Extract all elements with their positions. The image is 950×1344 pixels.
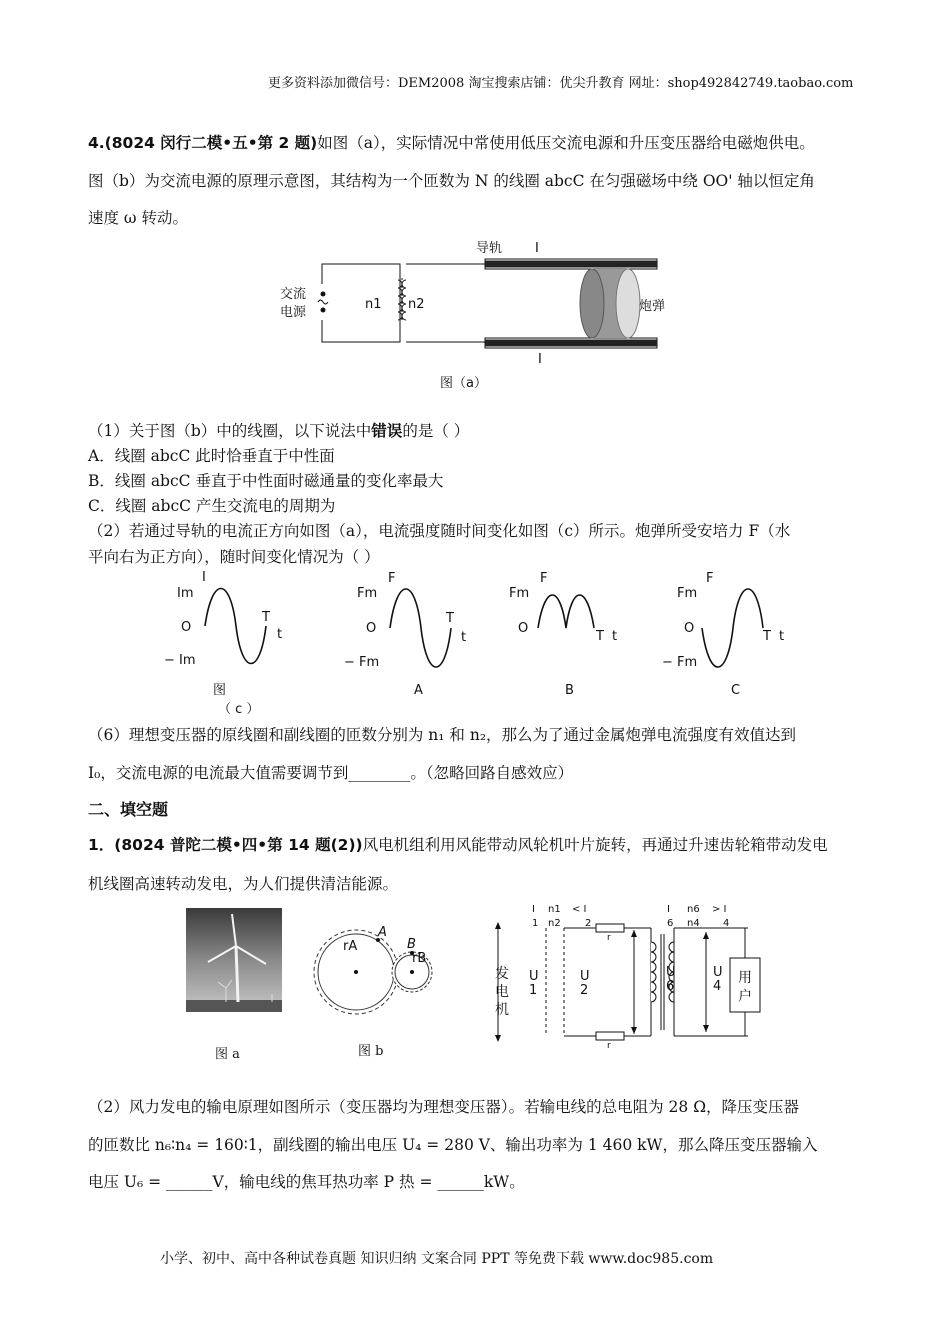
circuit-r-top: r <box>607 933 611 943</box>
circuit-u1-sub: 1 <box>529 983 538 998</box>
circuit-n2: n2 <box>548 918 561 929</box>
graph-b-y-label: F <box>540 571 548 586</box>
graph-c-origin: O <box>181 620 192 635</box>
gear-ra-label: rA <box>343 939 358 954</box>
q4-intro-1: 如图（a），实际情况中常使用低压交流电源和升压变压器给电磁炮供电。 <box>317 134 815 152</box>
circuit-generator-2: 电 <box>495 984 509 1000</box>
q4-sub1-stem-a: （1）关于图（b）中的线圈，以下说法中 <box>88 422 372 440</box>
fig-a-source-label-1: 交流 <box>280 287 307 302</box>
circuit-user-2: 户 <box>738 989 752 1005</box>
fig-a-n2: n2 <box>408 297 425 312</box>
page-footer: 小学、初中、高中各种试卷真题 知识归纳 文案合同 PPT 等免费下载 www.doc985.com <box>160 1251 714 1267</box>
circuit-u4: U <box>713 965 723 980</box>
circuit-n1: n1 <box>548 904 561 915</box>
fig-a-rail-label: 导轨 <box>476 241 503 256</box>
graph-c-min: − Im <box>164 653 196 668</box>
fig-a-current-top: I <box>535 241 539 256</box>
graph-c-y-label: I <box>202 570 206 585</box>
gear-rb-label: rB <box>412 951 427 966</box>
q1-number: 1．(8024 普陀二模•四•第 14 题(2)) <box>88 836 363 854</box>
circuit-i4-sub: 4 <box>723 918 730 929</box>
gears-figure <box>308 920 448 1030</box>
graphs-row <box>150 566 810 716</box>
circuit-lt: < I <box>572 904 587 915</box>
graph-option-c-max: Fm <box>677 586 698 601</box>
circuit-i2-sub: 2 <box>585 918 592 929</box>
graph-c-caption-2: （ c ） <box>218 702 260 716</box>
circuit-i6-sub: 6 <box>667 918 674 929</box>
graph-a-caption: A <box>414 683 423 698</box>
circuit-user-1: 用 <box>738 970 752 986</box>
graph-a-max: Fm <box>357 586 378 601</box>
q1-sub2-line-1: （2）风力发电的输电原理如图所示（变压器均为理想变压器）。若输电线的总电阻为 28 Ω，降压变压器 <box>88 1098 800 1116</box>
graph-option-c-origin: O <box>684 621 695 636</box>
q1-intro-1: 风电机组利用风能带动风轮机叶片旋转，再通过升速齿轮箱带动发电 <box>362 836 828 854</box>
graph-b-period: T <box>596 629 604 644</box>
q4-intro-2: 图（b）为交流电源的原理示意图，其结构为一个匝数为 N 的线圈 abcC 在匀强磁场中绕 OO' 轴以恒定角 <box>88 172 815 190</box>
graph-c-caption: 图 <box>213 683 227 698</box>
q4-sub6-line-2: I₀，交流电源的电流最大值需要调节到________。（忽略回路自感效应） <box>88 764 574 782</box>
graph-option-c-period: T <box>763 629 771 644</box>
graph-c-t: t <box>277 627 283 642</box>
fig-a-projectile-label: 炮弹 <box>639 299 666 314</box>
circuit-i1-sub: 1 <box>532 918 539 929</box>
fig-a-current-bottom: I <box>538 352 542 367</box>
graph-a-min: − Fm <box>344 655 380 670</box>
graph-c-period: T <box>262 610 270 625</box>
q4-sub1-stem-emphasis: 错误 <box>371 422 403 440</box>
wind-turbine-photo <box>186 908 282 1012</box>
page-header: 更多资料添加微信号：DEM2008 淘宝搜索店铺：优尖升教育 网址：shop492842749.taobao.com <box>268 76 854 91</box>
graph-b-t: t <box>612 629 618 644</box>
graph-c-max: Im <box>177 586 194 601</box>
graph-a <box>344 571 466 698</box>
gear-point-a: A <box>378 925 387 940</box>
graph-a-t: t <box>461 630 467 645</box>
graph-option-c <box>662 571 784 698</box>
graph-b-origin: O <box>518 621 529 636</box>
gear-point-b: B <box>407 937 416 952</box>
q4-sub2-line-2: 平向右为正方向），随时间变化情况为（ ） <box>88 548 380 566</box>
q1-sub2-line-3: 电压 U₆ = ______V，输电线的焦耳热功率 P 热 = ______kW。 <box>88 1173 525 1191</box>
graph-a-y-label: F <box>388 571 396 586</box>
circuit-r-bottom: r <box>607 1041 611 1048</box>
graph-b-max: Fm <box>509 586 530 601</box>
graph-b <box>509 571 617 698</box>
circuit-u2-sub: 2 <box>580 983 589 998</box>
q4-intro-3: 速度 ω 转动。 <box>88 209 188 227</box>
circuit-u1: U <box>529 969 539 984</box>
graph-option-c-caption: C <box>731 683 741 698</box>
fig-a-caption: 图（a） <box>440 376 487 391</box>
graph-c <box>164 570 282 716</box>
circuit-i1: I <box>532 904 535 915</box>
circuit-u6: U <box>666 965 676 980</box>
graph-option-c-y-label: F <box>706 571 714 586</box>
q4-option-a: A．线圈 abcC 此时恰垂直于中性面 <box>88 447 335 465</box>
q1-line-1 <box>88 833 828 855</box>
graph-option-c-t: t <box>779 629 785 644</box>
q4-option-c: C．线圈 abcC 产生交流电的周期为 <box>88 497 336 515</box>
circuit-n6: n6 <box>687 904 700 915</box>
graph-a-period: T <box>446 611 454 626</box>
figure-a-railgun-circuit <box>270 232 690 392</box>
graph-b-caption: B <box>565 683 574 698</box>
fig-a-wind-caption: 图 a <box>215 1047 240 1062</box>
circuit-n4: n4 <box>687 918 700 929</box>
q4-number: 4.(8024 闵行二模•五•第 2 题) <box>88 134 318 152</box>
circuit-generator-1: 发 <box>495 966 509 982</box>
q1-intro-2: 机线圈高速转动发电，为人们提供清洁能源。 <box>88 875 399 893</box>
transmission-circuit <box>486 898 786 1048</box>
q4-sub1-stem-c: 的是（ ） <box>402 422 470 440</box>
circuit-u4-sub: 4 <box>713 979 722 994</box>
q4-sub6-line-1: （6）理想变压器的原线圈和副线圈的匝数分别为 n₁ 和 n₂，那么为了通过金属炮弹电流强度有效值达到 <box>88 726 797 744</box>
q4-sub2-line-1: （2）若通过导轨的电流正方向如图（a），电流强度随时间变化如图（c）所示。炮弹所受安培力 F（水 <box>88 522 791 540</box>
q1-sub2-line-2: 的匝数比 n₆∶n₄ = 160∶1，副线圈的输出电压 U₄ = 280 V、输出功率为 1 460 kW，那么降压变压器输入 <box>88 1136 818 1154</box>
q4-option-b: B．线圈 abcC 垂直于中性面时磁通量的变化率最大 <box>88 472 444 490</box>
q4-line-1 <box>88 131 815 153</box>
graph-a-origin: O <box>366 621 377 636</box>
fig-a-source-label-2: 电源 <box>280 305 307 320</box>
circuit-u6-sub: 6 <box>666 979 675 994</box>
circuit-generator-3: 机 <box>495 1002 509 1018</box>
q4-sub1-stem <box>88 419 469 441</box>
circuit-i6: I <box>667 904 670 915</box>
fig-b-gears-caption: 图 b <box>358 1044 384 1059</box>
section-title: 二、填空题 <box>88 800 169 819</box>
circuit-gt: > I <box>712 904 727 915</box>
circuit-u2: U <box>580 969 590 984</box>
graph-option-c-min: − Fm <box>662 655 698 670</box>
fig-a-n1: n1 <box>365 297 382 312</box>
